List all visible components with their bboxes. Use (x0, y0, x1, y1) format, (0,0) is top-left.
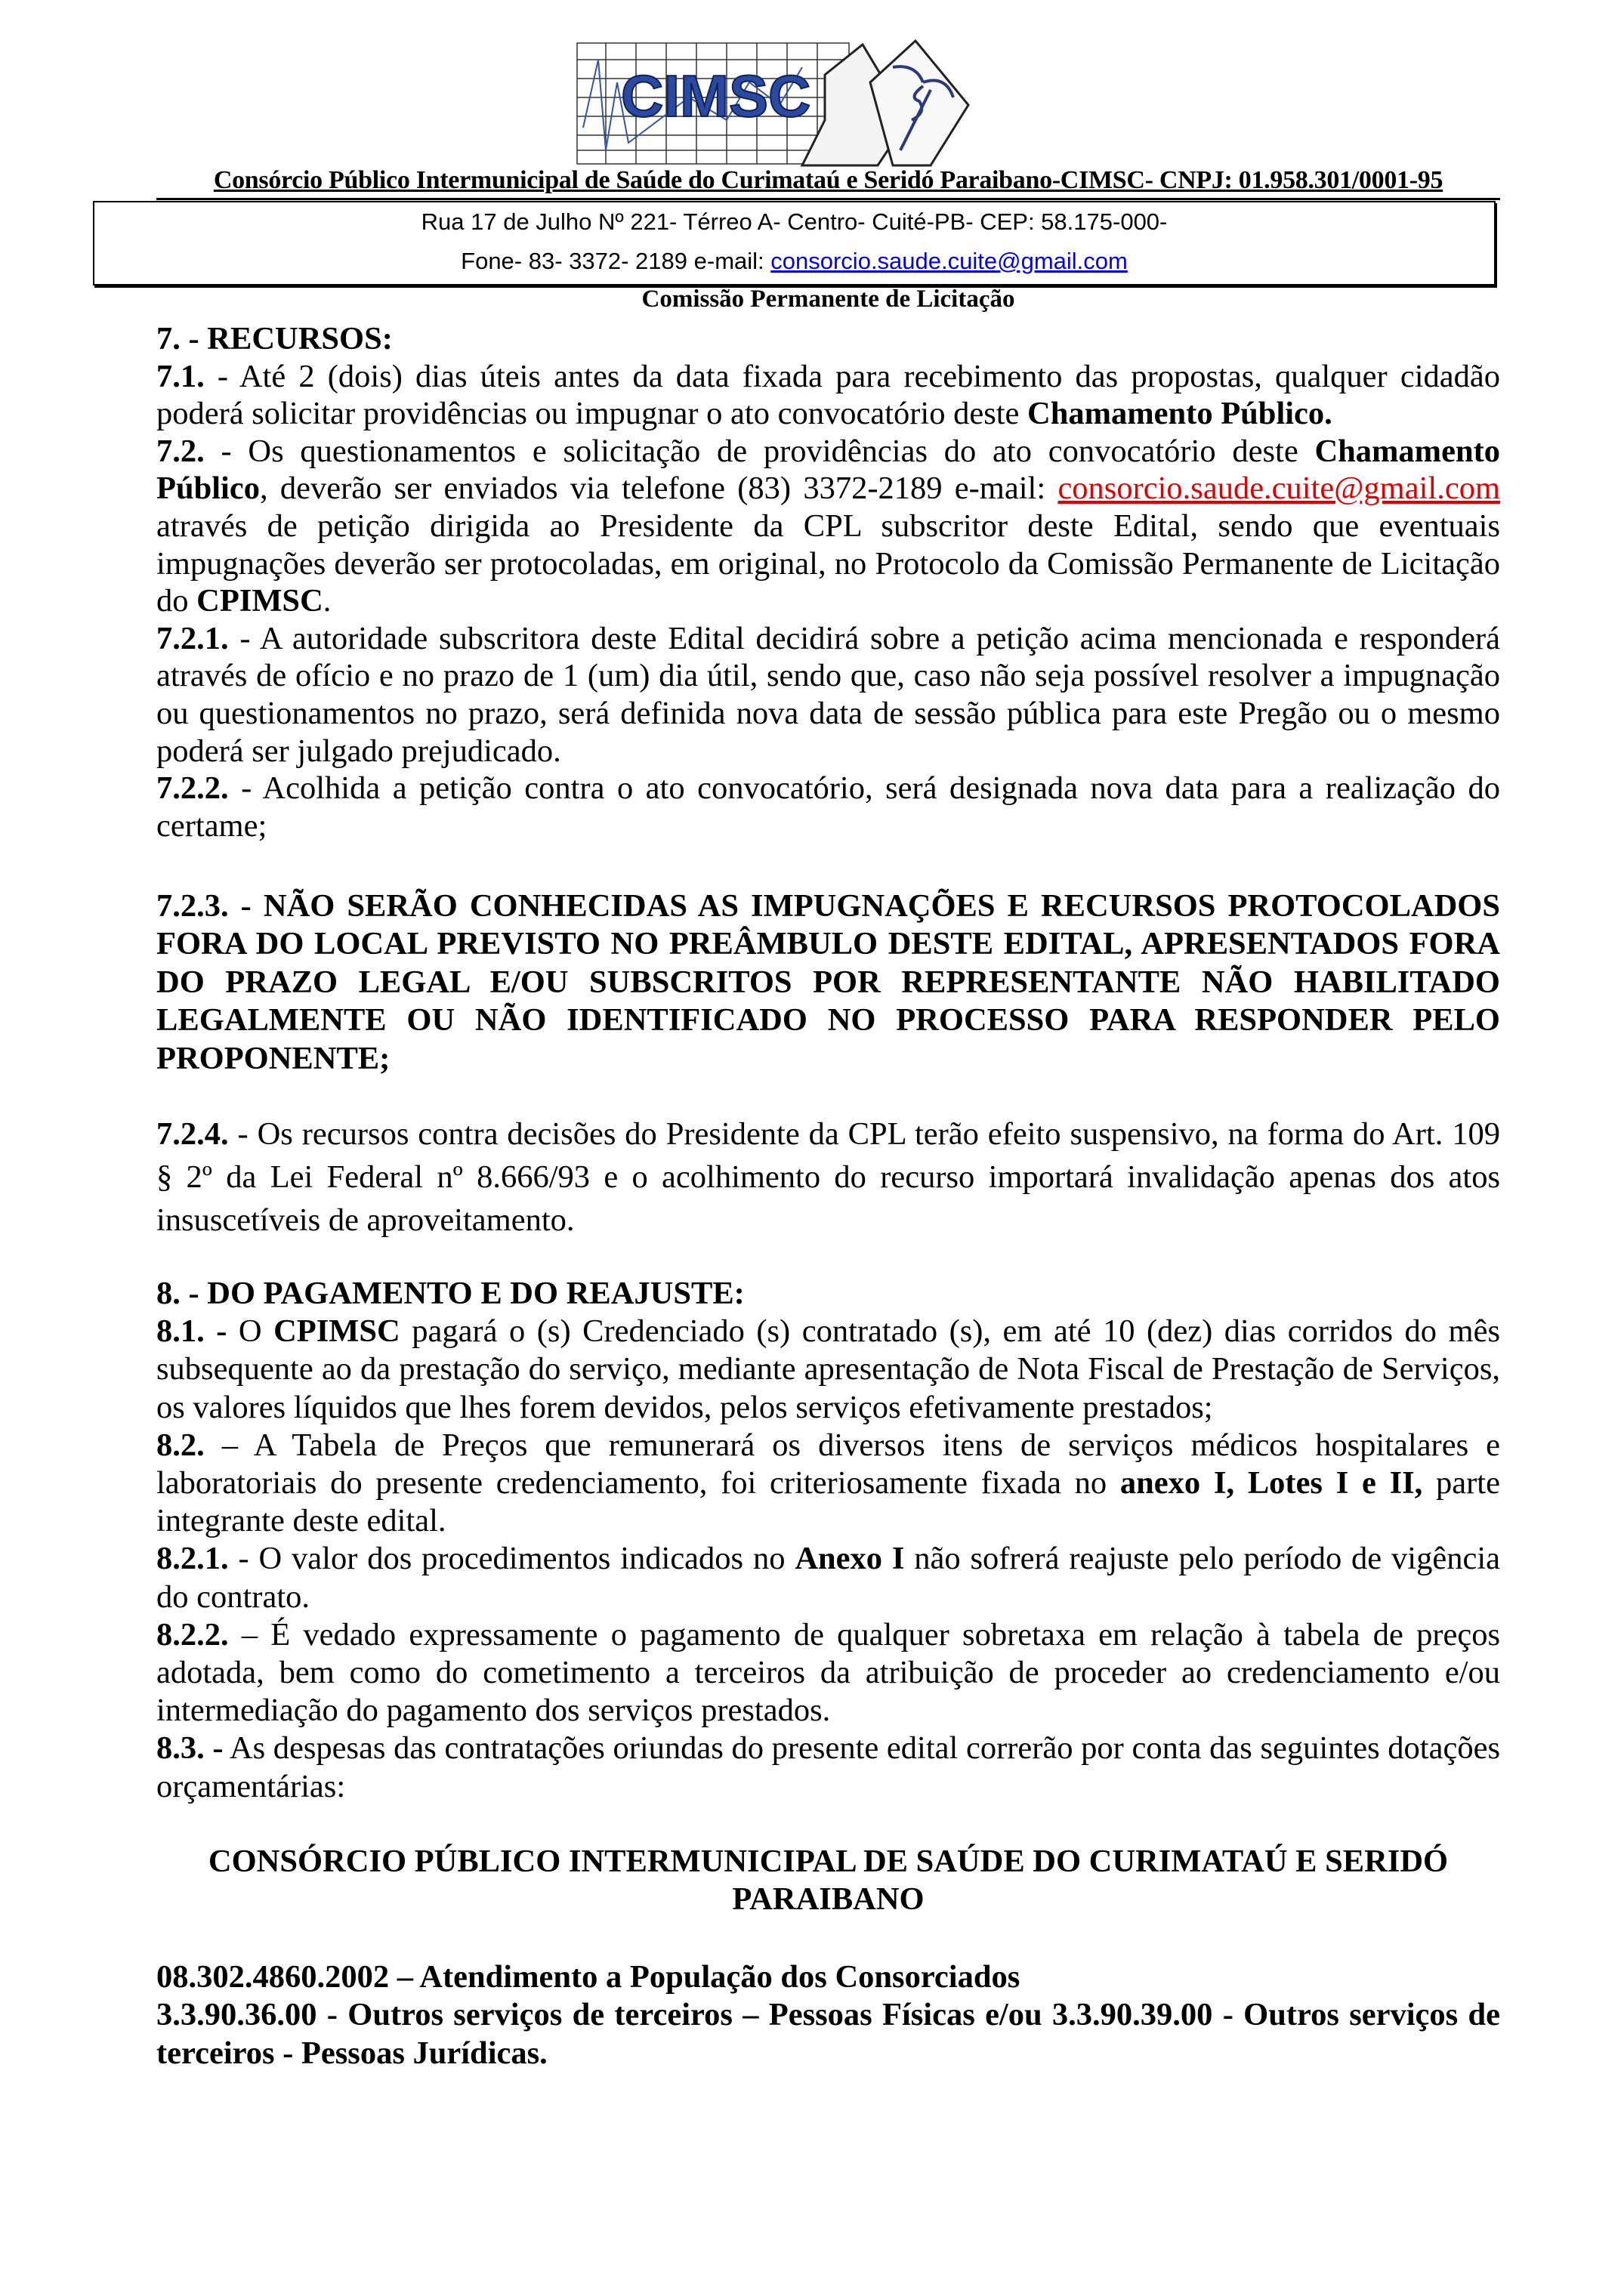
bold-text: Chamamento Público (156, 433, 1500, 507)
address-box (93, 201, 1496, 285)
section-7-2-4 (156, 1113, 1500, 1242)
bold-text: 7.1. (156, 358, 205, 394)
budget-heading-line-2: PARAIBANO (732, 1881, 925, 1918)
text: O (227, 1313, 274, 1350)
bold-text: 7. - RECURSOS: (156, 321, 393, 356)
bold-text: 8.2.2. (156, 1616, 229, 1653)
text: – É vedado expressamente o pagamento de qualquer sobretaxa em relação à tabela de preços adotada, bem como do cometimento a terceiros da atribuição de proceder ao credenciamento e/ou intermediação do pagamento dos serviços prestados. (156, 1616, 1500, 1729)
paragraph (156, 1427, 1500, 1541)
text: , deverão ser enviados via telefone (83) 3372-2189 e-mail: (259, 471, 1058, 507)
text: As despesas das contratações oriundas do presente edital correrão por conta das seguintes dotações orçamentárias: (156, 1730, 1500, 1804)
bold-text: Anexo I (795, 1541, 905, 1577)
text: - Até 2 (dois) dias úteis antes da data fixada para recebimento das propostas, qualquer cidadão poderá solicitar providências ou impugnar o ato convocatório deste (156, 358, 1500, 432)
budget-line-2: 3.3.90.36.00 - Outros serviços de terceiros – Pessoas Físicas e/ou 3.3.90.39.00 - Outros serviços de terceiros - Pessoas Jurídicas. (156, 1997, 1500, 2071)
bold-text: Chamamento Público. (1027, 396, 1332, 432)
cimsc-logo (576, 37, 1085, 167)
text: parte integrante deste edital. (156, 1465, 1500, 1539)
bold-text: anexo I, Lotes I e II, (1119, 1465, 1423, 1501)
bold-text: 8.2. (156, 1427, 205, 1463)
bold-text: 8.1. - (156, 1313, 227, 1350)
paragraph (156, 770, 1500, 844)
text: não sofrerá reajuste pelo período de vigência do contrato. (156, 1541, 1500, 1615)
bold-text: 8.2.1. (156, 1541, 229, 1577)
paragraph (156, 433, 1500, 620)
phone-text: Fone- 83- 3372- 2189 e-mail: (461, 248, 771, 274)
paragraph (156, 620, 1500, 770)
text: . (323, 583, 332, 619)
text: – A Tabela de Preços que remunerará os diversos itens de serviços médicos hospitalares e laboratoriais do presente credenciamento, foi criteriosamente fixada no (156, 1427, 1500, 1501)
contact-line (94, 242, 1494, 281)
bold-text: CPIMSC (196, 583, 323, 619)
section-7 (156, 320, 1500, 844)
paragraph-7-2-3: 7.2.3. - NÃO SERÃO CONHECIDAS AS IMPUGNAÇÕES E RECURSOS PROTOCOLADOS FORA DO LOCAL PREVISTO NO PREÂMBULO DESTE EDITAL, APRESENTADOS FORA DO PRAZO LEGAL E/OU SUBSCRITOS POR REPRESENTANTE NÃO HABILITADO LEGALMENTE OU NÃO IDENTIFICADO NO PROCESSO PARA RESPONDER PELO PROPONENTE; (156, 888, 1500, 1076)
email-link[interactable]: consorcio.saude.cuite@gmail.com (770, 248, 1128, 274)
bold-text: 8. - DO PAGAMENTO E DO REAJUSTE: (156, 1276, 745, 1311)
commission-title: Comissão Permanente de Licitação (641, 285, 1015, 313)
bold-text: 7.2. (156, 433, 205, 469)
bold-text: 7.2.4. (156, 1116, 229, 1152)
section-8 (156, 1275, 1500, 1806)
bold-text: CPIMSC (273, 1313, 400, 1350)
text: pagará o (s) Credenciado (s) contratado (s), em até 10 (dez) dias corridos do mês subsequente ao da prestação do serviço, mediante apresentação de Nota Fiscal de Prestação de Serviços, os valores líquidos que lhes forem devidos, pelos serviços efetivamente prestados; (156, 1313, 1500, 1425)
bold-text: 7.2.2. (156, 770, 229, 807)
paragraph (156, 320, 1500, 358)
paragraph (156, 1730, 1500, 1805)
paragraph (156, 358, 1500, 433)
text: - O valor dos procedimentos indicados no (228, 1541, 795, 1577)
text: - Os questionamentos e solicitação de providências do ato convocatório deste (204, 433, 1315, 469)
budget-heading (156, 1843, 1500, 1919)
budget-line-1: 08.302.4860.2002 – Atendimento a População dos Consorciados (156, 1959, 1020, 1995)
text: - A autoridade subscritora deste Edital decidirá sobre a petição acima mencionada e responderá através de ofício e no prazo de 1 (um) dia útil, sendo que, caso não seja possível resolver a impugnação ou questionamentos no prazo, será definida nova data de sessão pública para este Pregão ou o mesmo poderá ser julgado prejudicado. (156, 620, 1500, 769)
bold-text: 8.3. - (156, 1730, 224, 1767)
email-link[interactable]: consorcio.saude.cuite@gmail.com (1057, 471, 1500, 507)
budget-heading-line-1: CONSÓRCIO PÚBLICO INTERMUNICIPAL DE SAÚDE DO CURIMATAÚ E SERIDÓ (208, 1844, 1449, 1879)
text: através de petição dirigida ao Presidente da CPL subscritor deste Edital, sendo que eventuais impugnações deverão ser protocoladas, em original, no Protocolo da Comissão Permanente de Licitação do (156, 508, 1500, 619)
bold-text: 7.2.1. (156, 620, 229, 656)
section-7-2-3 (156, 887, 1500, 1078)
budget-lines (156, 1958, 1500, 2072)
paragraph (156, 1113, 1500, 1242)
paragraph (156, 1275, 1500, 1313)
paragraph (156, 1540, 1500, 1616)
paragraph (156, 1313, 1500, 1427)
paragraph (156, 1616, 1500, 1730)
header-divider (156, 198, 1500, 200)
header-title: Consórcio Público Intermunicipal de Saúde do Curimataú e Seridó Paraibano-CIMSC- CNPJ: 01.958.301/0001-95 (213, 166, 1443, 194)
text: - Acolhida a petição contra o ato convocatório, será designada nova data para a realização do certame; (156, 770, 1500, 844)
text: - Os recursos contra decisões do Presidente da CPL terão efeito suspensivo, na forma do Art. 109 § 2º da Lei Federal nº 8.666/93 e o acolhimento do recurso importará invalidação apenas dos atos insuscetíveis de aproveitamento. (156, 1116, 1500, 1238)
address-line: Rua 17 de Julho Nº 221- Térreo A- Centro- Cuité-PB- CEP: 58.175-000- (421, 208, 1168, 235)
logo-text: CIMSC (621, 63, 811, 129)
